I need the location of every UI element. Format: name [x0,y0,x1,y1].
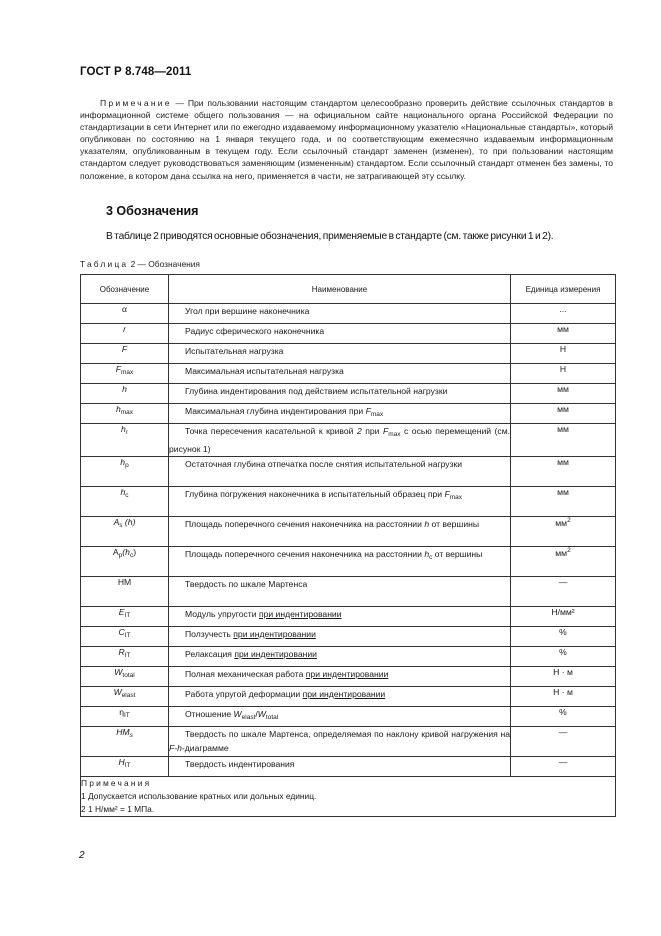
note-paragraph [80,97,613,182]
note-item: 2 1 Н/мм² = 1 МПа. [81,804,155,814]
section-intro: В таблице 2 приводятся основные обозначения, применяемые в стандарте (см. также рисунки 1 и 2). [106,231,554,242]
section-title: 3 Обозначения [106,204,199,218]
page-number: 2 [79,850,85,861]
table-row: $h_c$ Глубина погружения наконечника в испытательный образец при $F_{max}$ мм [81,487,616,517]
table-row: α Угол при вершине наконечника ... [81,304,616,324]
table-row: $\eta_{IT}$ Отношение $W_{elast}/W_{total}$ % [81,707,616,727]
note-item: 1 Допускается использование кратных или дольных единиц. [81,791,317,801]
table-row: $F_{max}$ Максимальная испытательная нагрузка Н [81,364,616,384]
table-row: $E_{IT}$ Модуль упругости при индентировании Н/мм² [81,607,616,627]
table-row: HM Твердость по шкале Мартенса — [81,577,616,607]
header-name: Наименование [169,275,511,304]
table-row: F Испытательная нагрузка Н [81,344,616,364]
table-row: $h_{max}$ Максимальная глубина индентирования при $F_{max}$ мм [81,404,616,424]
table-row: $A_p(h_c)$ Площадь поперечного сечения наконечника на расстоянии $h_c$ от вершины $мм^2$ [81,547,616,577]
table-notes-row [81,777,616,817]
table-caption: Таблица 2 — Обозначения [80,259,200,269]
table-row: $h_r$ Точка пересечения касательной к кривой 2 при $F_{max}$ с осью перемещений (см. рисунок 1) мм [81,424,616,457]
table-row: r Радиус сферического наконечника мм [81,324,616,344]
table-row: $C_{IT}$ Ползучесть при индентировании % [81,627,616,647]
table-row: $W_{total}$ Полная механическая работа при индентировании Н · м [81,667,616,687]
note-text: — При пользовании настоящим стандартом целесообразно проверить действие ссылочных стандартов в информационной системе общего пользования — на официальном сайте национального органа Российской Федерации по стандартизации в сети Интернет или по ежегодно издаваемому информационному указателю «Национальные стандарты», который опубликован по состоянию на 1 января текущего года, и по соответствующим ежемесячно издаваемым информационным указателям, опубликованным в текущем году. Если ссылочный стандарт заменен (изменен), то при пользовании настоящим стандартом следует руководствоваться заменяющим (измененным) стандартом. Если ссылочный стандарт отменен без замены, то положение, в котором дана ссылка на него, применяется в части, не затрагивающей эту ссылку. [80,98,613,181]
table-row: $H_{IT}$ Твердость индентирования — [81,757,616,777]
table-row: $R_{IT}$ Релаксация при индентировании % [81,647,616,667]
table-row: h Глубина индентирования под действием испытательной нагрузки мм [81,384,616,404]
table-row: $h_p$ Остаточная глубина отпечатка после снятия испытательной нагрузки мм [81,457,616,487]
document-header: ГОСТ Р 8.748—2011 [80,66,192,78]
notes-title: Примечания [81,778,152,788]
table-row: $W_{elast}$ Работа упругой деформации при индентировании Н · м [81,687,616,707]
table-row: $HM_s$ Твердость по шкале Мартенса, определяемая по наклону кривой нагружения на F-h-диаграмме — [81,727,616,757]
table-row: $A_s$ (h) Площадь поперечного сечения наконечника на расстоянии h от вершины $мм^2$ [81,517,616,547]
header-unit: Единица измерения [511,275,616,304]
header-symbol: Обозначение [81,275,169,304]
note-lead: Примечание [100,98,172,108]
table-header-row [81,275,616,304]
designations-table [80,274,616,817]
